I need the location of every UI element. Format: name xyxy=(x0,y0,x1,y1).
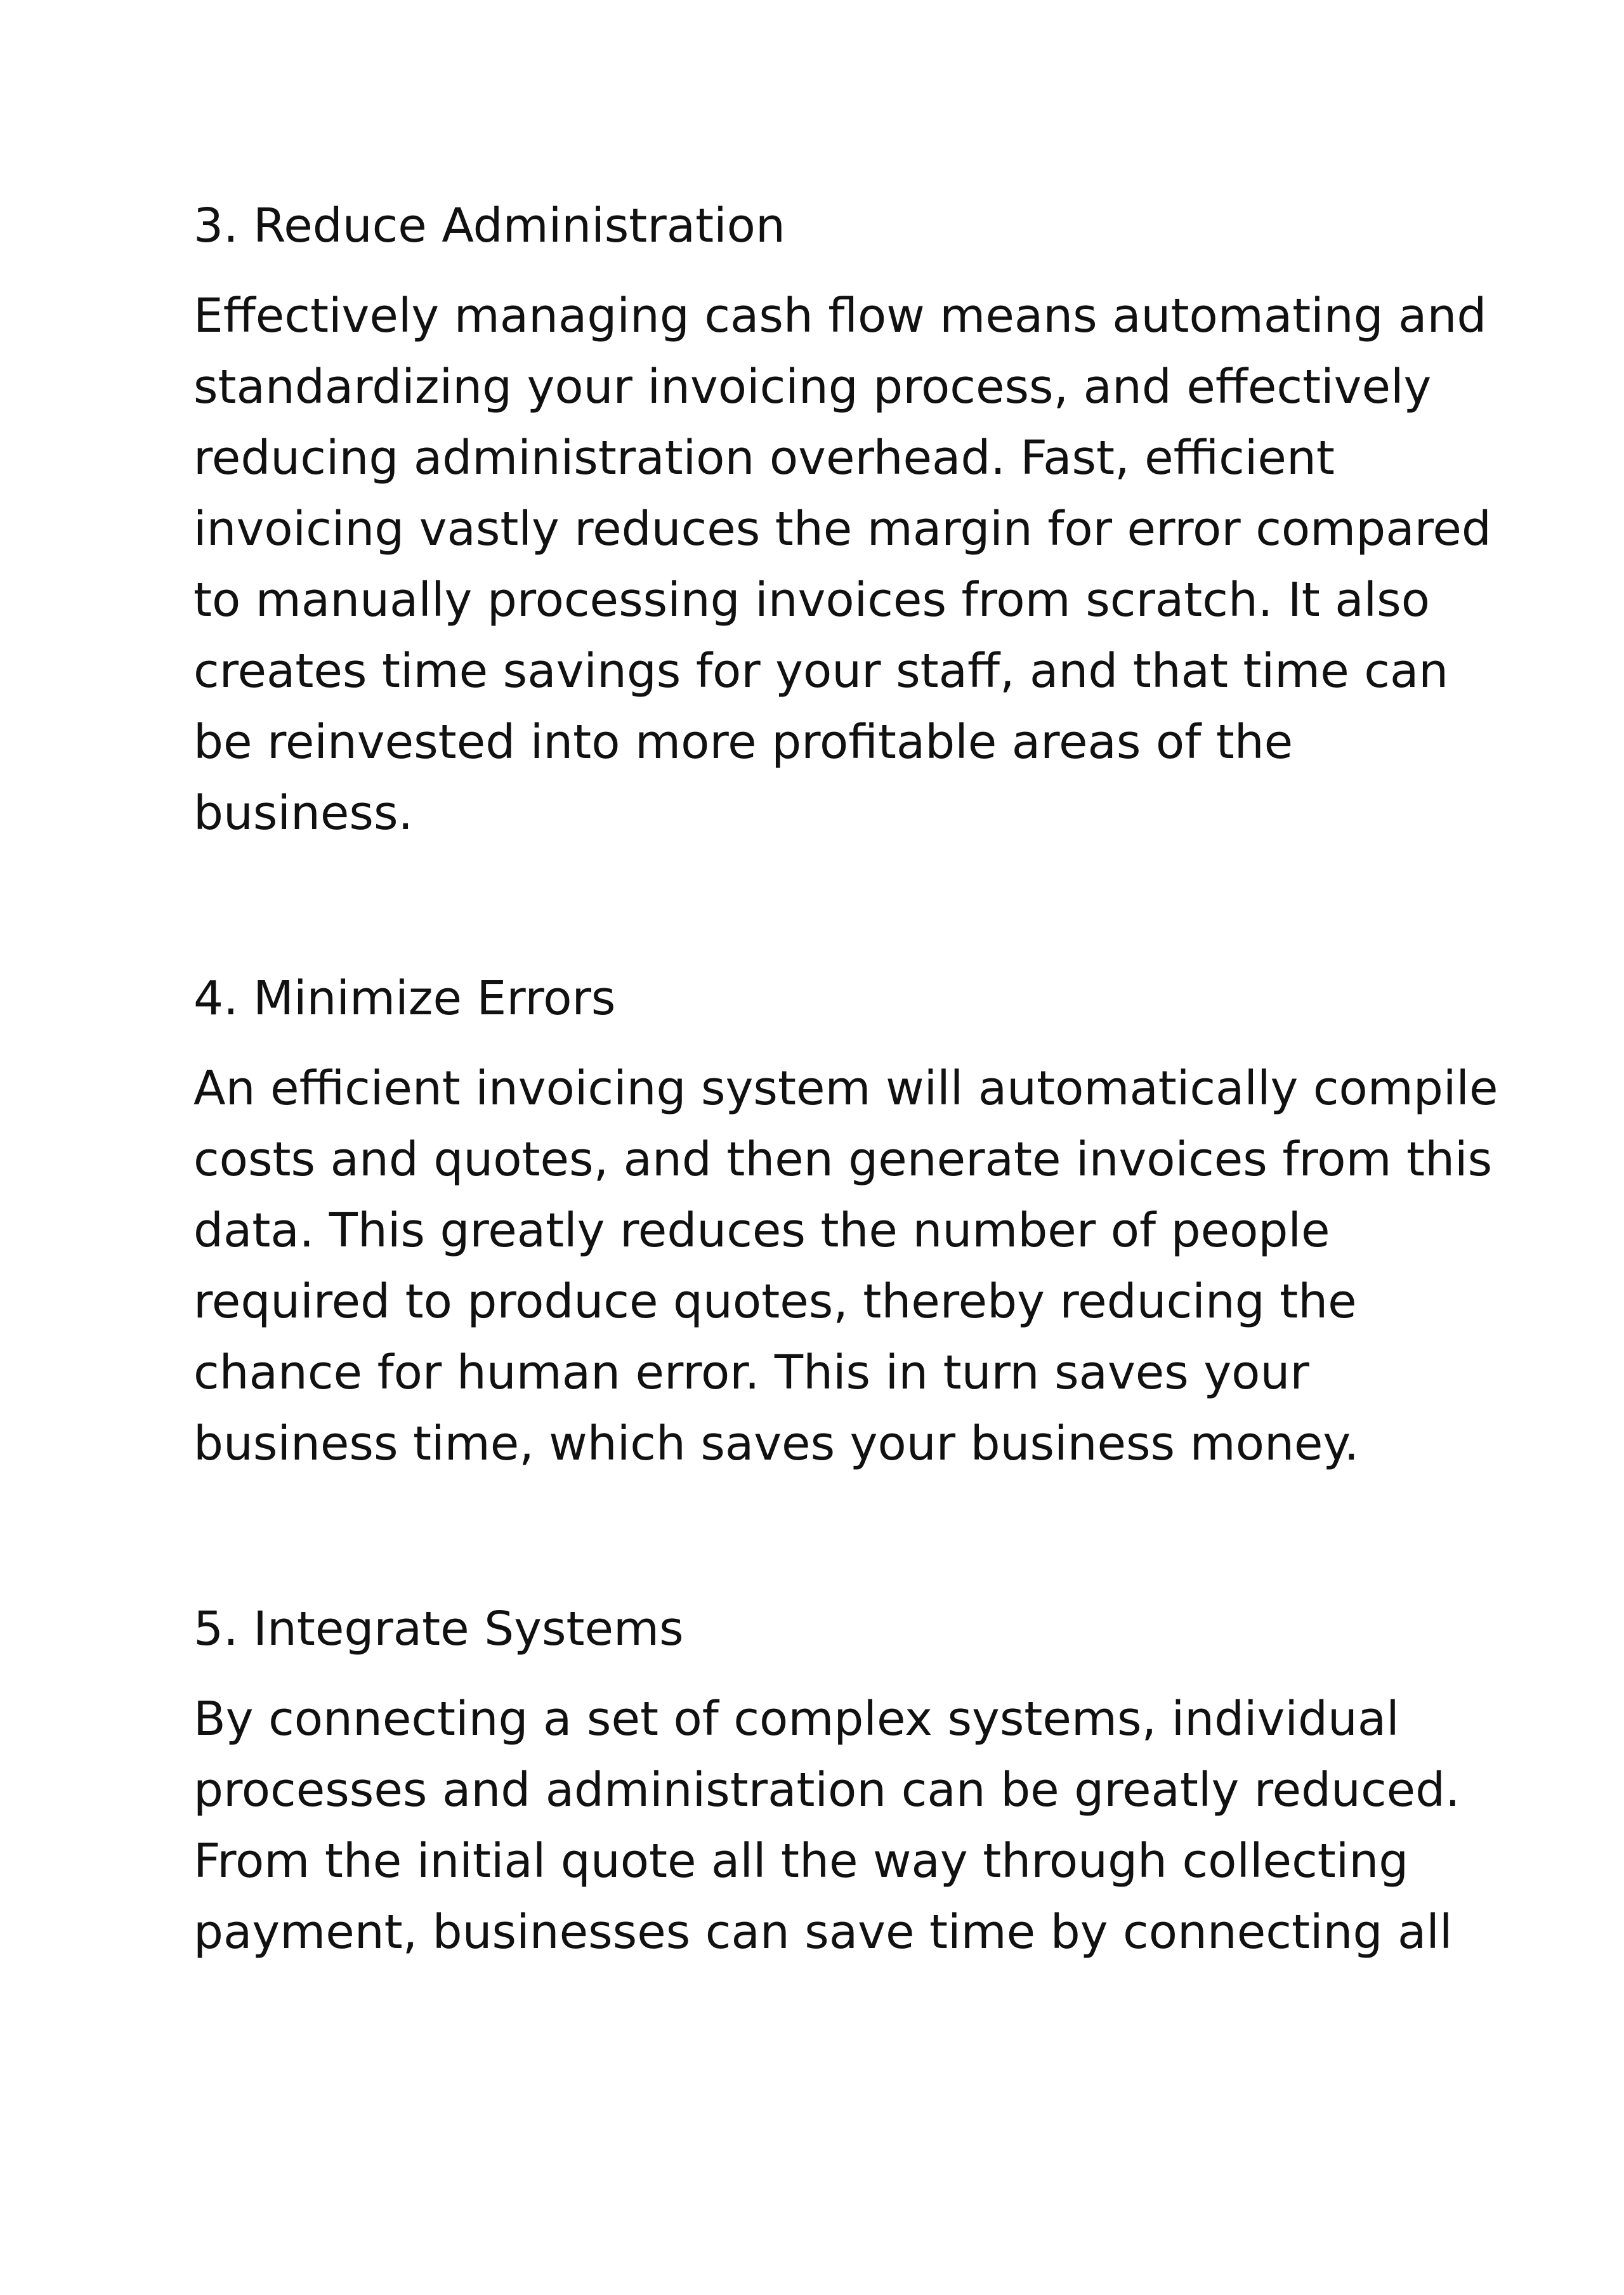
paragraph-line: be reinvested into more profitable areas of the xyxy=(193,715,1293,769)
section-minimize-errors xyxy=(193,963,1498,1479)
paragraph-line: creates time savings for your staff, and that time can xyxy=(193,644,1449,698)
section-paragraph xyxy=(193,1684,1469,1968)
paragraph-line: required to produce quotes, thereby reducing the xyxy=(193,1274,1357,1329)
paragraph-line: From the initial quote all the way through collecting xyxy=(193,1834,1409,1888)
paragraph-line: business time, which saves your business money. xyxy=(193,1416,1359,1471)
section-integrate-systems xyxy=(193,1593,1469,1968)
paragraph-line: costs and quotes, and then generate invoices from this xyxy=(193,1132,1493,1187)
paragraph-line: By connecting a set of complex systems, individual xyxy=(193,1692,1399,1746)
section-heading: 5. Integrate Systems xyxy=(193,1602,684,1656)
paragraph-line: business. xyxy=(193,786,414,840)
paragraph-line: to manually processing invoices from scratch. It also xyxy=(193,573,1431,627)
section-paragraph xyxy=(193,280,1491,849)
section-paragraph xyxy=(193,1053,1498,1479)
paragraph-line: invoicing vastly reduces the margin for error compared xyxy=(193,502,1491,556)
paragraph-line: chance for human error. This in turn saves your xyxy=(193,1345,1309,1400)
paragraph-line: reducing administration overhead. Fast, efficient xyxy=(193,431,1335,485)
paragraph-line: payment, businesses can save time by connecting all xyxy=(193,1905,1453,1959)
document-content xyxy=(193,190,1498,2082)
section-heading: 3. Reduce Administration xyxy=(193,199,785,253)
paragraph-line: data. This greatly reduces the number of people xyxy=(193,1203,1330,1258)
paragraph-line: standardizing your invoicing process, and effectively xyxy=(193,360,1432,414)
paragraph-line: An efficient invoicing system will automatically compile xyxy=(193,1061,1498,1116)
section-reduce-administration xyxy=(193,190,1491,849)
paragraph-line: Effectively managing cash flow means automating and xyxy=(193,289,1487,343)
paragraph-line: processes and administration can be greatly reduced. xyxy=(193,1763,1460,1817)
section-heading: 4. Minimize Errors xyxy=(193,971,616,1026)
